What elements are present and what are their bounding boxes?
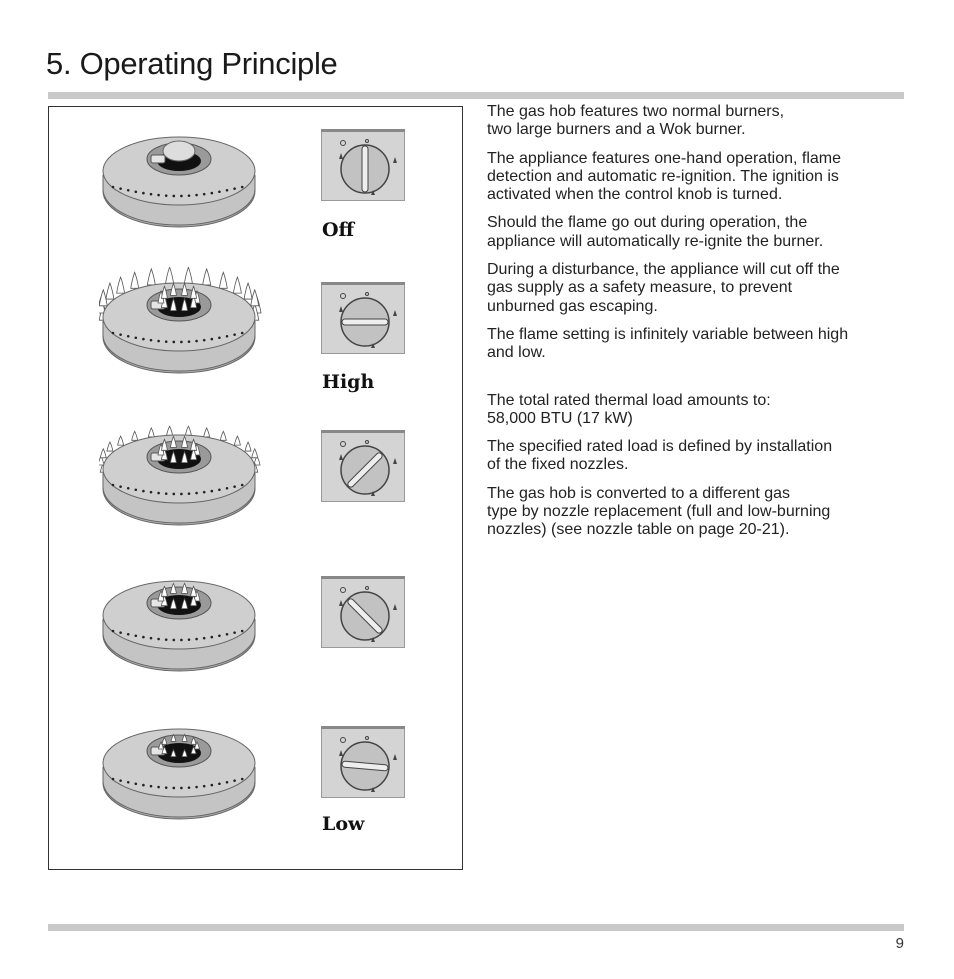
page-number: 9 [895, 935, 904, 952]
setting-label: Off [322, 219, 355, 241]
header-rule [48, 92, 904, 99]
burner-flame-icon [99, 565, 269, 690]
paragraph: The flame setting is infinitely variable between high and low. [487, 325, 849, 362]
page-title: 5. Operating Principle [46, 46, 338, 81]
footer-rule [48, 924, 904, 931]
burner-flame-icon [99, 419, 269, 544]
control-knob-icon [321, 129, 405, 206]
burner-flame-icon [99, 121, 269, 246]
control-knob-icon [321, 282, 405, 359]
control-knob-icon [321, 726, 405, 803]
burner-setting-row [49, 565, 462, 715]
paragraph: During a disturbance, the appliance will cut off the gas supply as a safety measure, to prevent unburned gas escaping. [487, 261, 840, 315]
burner-setting-row [49, 121, 462, 271]
burner-flame-icon [99, 713, 269, 838]
burner-settings-panel [48, 106, 463, 870]
burner-setting-row [49, 713, 462, 863]
setting-label: Low [322, 813, 365, 835]
burner-setting-row [49, 267, 462, 417]
paragraph: Should the flame go out during operation, the appliance will automatically re-ignite the burner. [487, 214, 824, 250]
paragraph: The total rated thermal load amounts to: 58,000 BTU (17 kW) [487, 391, 771, 427]
burner-setting-row [49, 419, 462, 569]
setting-label: High [322, 371, 375, 393]
paragraph: The gas hob is converted to a different gas type by nozzle replacement (full and low-burning nozzles) (see nozzle table on page 20-21). [487, 484, 831, 539]
burner-flame-icon [99, 267, 269, 392]
control-knob-icon [321, 430, 405, 507]
body-text [487, 103, 907, 550]
paragraph: The specified rated load is defined by installation of the fixed nozzles. [487, 438, 833, 474]
control-knob-icon [321, 576, 405, 653]
paragraph: The appliance features one-hand operation, flame detection and automatic re-ignition. The ignition is activated when the control knob is turned. [487, 149, 842, 204]
paragraph: The gas hob features two normal burners, two large burners and a Wok burner. [487, 103, 785, 139]
